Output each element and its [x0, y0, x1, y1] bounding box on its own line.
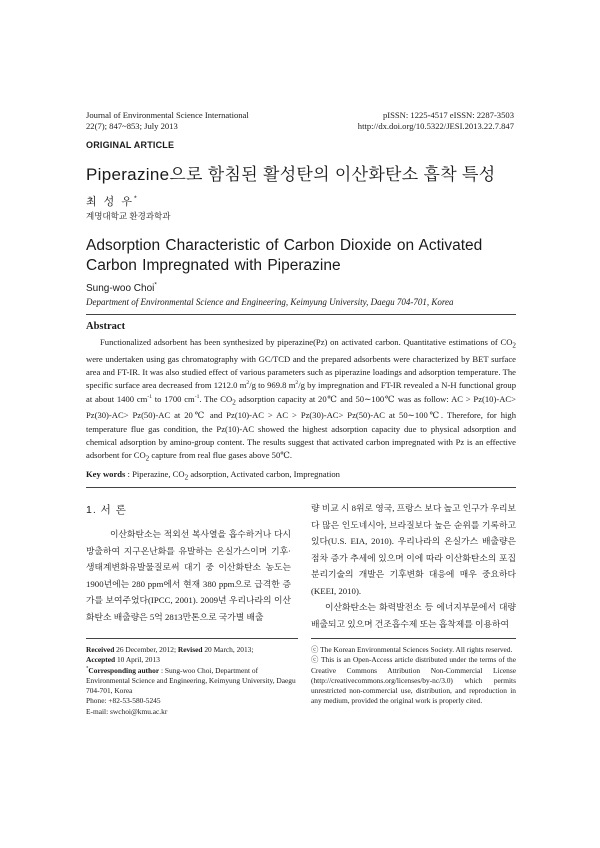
accepted-line — [86, 655, 301, 665]
copyright-notice: ⓒ The Korean Environmental Sciences Society. All rights reserved. — [311, 645, 513, 654]
license-notice: ⓒ This is an Open-Access article distributed under the terms of the Creative Commons Attribution Non-Commercial License (http://creativecommons.org/licenses/by-nc/3.0) which permits unrestricted non-commercial use, distribution, and reproduction in any medium, provided the original work is properly cited. — [311, 655, 516, 706]
abstract-text-1: Functionalized adsorbent has been synthesized by piperazine(Pz) on activated carbon. Quantitative estimations of CO — [100, 337, 513, 347]
journal-header-left — [86, 110, 249, 132]
abstract-sub: 2 — [145, 454, 150, 463]
affiliation-english: Department of Environmental Science and Engineering, Keimyung University, Daegu 704-701, Korea — [86, 297, 454, 307]
received-label: Received — [86, 645, 115, 654]
footnote-left — [86, 645, 301, 717]
abstract-text-7: adsorption capacity at 20℃ and 50∼100℃ was as follow: AC > Pz(10)-AC> Pz(30)-AC> Pz(50)-AC at 20℃ and Pz(10)-AC > AC > Pz(30)-AC> Pz(50)-AC at 50∼100℃. Therefore, for high temperature flue gas condition, the Pz(10)-AC showed the highest adsorption capacity due to physical adsorption and chemical adsorption by amino-group content. The results suggest that activated carbon impregnated with Pz is an effective adsorbent for CO — [86, 393, 516, 461]
author-korean — [86, 193, 139, 209]
keywords — [86, 469, 516, 482]
abstract-text-2: were undertaken using gas chromatography with GC/TCD and the prepared adsorbents were characterized by BET surface area and FT-IR. It was also studied effect of various parameters such as piperazine loadings and adsorption temperature. The specific surface area decreased from 1212.0 m — [86, 353, 516, 391]
abstract-text-5: to 1700 cm — [152, 393, 195, 404]
accepted-date: 10 April, 2013 — [115, 655, 160, 665]
section-heading-intro: 1. 서 론 — [86, 504, 127, 516]
footnote-divider-right — [311, 638, 516, 639]
footnote-right — [311, 645, 516, 707]
abstract-text-8: capture from real flue gases above 50℃. — [149, 450, 293, 461]
journal-volume: 22(7); 847~853; July 2013 — [86, 121, 178, 131]
footnote-divider-left — [86, 638, 298, 639]
abstract-sup: -1 — [147, 393, 152, 400]
abstract-heading: Abstract — [86, 321, 126, 332]
intro-paragraph-continued: 량 비교 시 8위로 영국, 프랑스 보다 높고 인구가 우리보다 많은 인도네시아, 브라질보다 높은 순위를 기록하고 있다(U.S. EIA, 2010). 우리나라의 온실가스 배출량은 점차 증가 추세에 있으며 이에 따라 이산화탄소의 포집분리기술의 개발은 기후변화 대응에 매우 중요하다(KEEI, 2010). — [311, 503, 516, 596]
corr-mark: * — [86, 666, 89, 672]
abstract-text-4: /g by impregnation and FT-IR revealed a N-H functional group at about 1400 cm — [86, 380, 516, 404]
abstract-sub: 2 — [232, 398, 236, 407]
issn: pISSN: 1225-4517 eISSN: 2287-3503 — [382, 110, 514, 120]
divider-keywords — [86, 487, 516, 488]
intro-column-right — [311, 500, 516, 632]
corr-label: Corresponding author — [88, 665, 160, 675]
keywords-text-1: Piperazine, CO — [132, 469, 185, 479]
abstract-text-3: /g to 969.8 m — [249, 380, 296, 391]
keywords-text-2: adsorption, Activated carbon, Impregnation — [188, 469, 340, 479]
affiliation-korean: 계명대학교 환경과학과 — [86, 211, 171, 221]
title-english: Adsorption Characteristic of Carbon Dioxide on Activated Carbon Impregnated with Piperazine — [86, 237, 483, 274]
revised-label: Revised — [177, 645, 203, 654]
author-english-mark: * — [154, 281, 157, 289]
journal-name: Journal of Environmental Science International — [86, 110, 249, 120]
keywords-label: Key words — [86, 469, 126, 479]
abstract-text-6: . The CO — [199, 393, 233, 404]
abstract-body — [86, 336, 516, 466]
abstract-sup: 2 — [295, 380, 299, 387]
corresponding-author — [86, 666, 301, 697]
abstract-sup: -1 — [194, 393, 200, 400]
author-english-name: Sung-woo Choi — [86, 283, 155, 294]
phone: Phone: +82-53-580-5245 — [86, 696, 161, 706]
intro-paragraph-2: 이산화탄소는 화력발전소 등 에너지부문에서 대량 배출되고 있으며 건조흡수제 또는 흡착제를 이용하여 — [311, 602, 516, 629]
accepted-label: Accepted — [86, 655, 116, 665]
divider-top — [86, 314, 516, 315]
keywords-separator: : — [125, 469, 133, 479]
abstract-sup: 2 — [246, 380, 250, 387]
author-korean-mark: * — [134, 194, 139, 203]
keywords-sub: 2 — [184, 473, 189, 482]
dates-line — [86, 645, 301, 655]
author-korean-name: 최 성 우 — [86, 196, 134, 208]
revised-date: 20 March, 2013; — [202, 645, 254, 654]
title-korean: Piperazine으로 함침된 활성탄의 이산화탄소 흡착 특성 — [86, 165, 496, 184]
doi-link[interactable]: http://dx.doi.org/10.5322/JESI.2013.22.7.847 — [357, 121, 514, 131]
intro-column-left: 이산화탄소는 적외선 복사열을 흡수하거나 다시 방출하여 지구온난화를 유발하는 온실가스이며 기후·생태계변화유발물질로써 대기 중 이산화탄소 농도는 1900년에는 280 ppm에서 현재 380 ppm으로 급격한 증가를 보여주었다(IPCC, 2001). 2009년 우리나라의 이산화탄소 배출량은 5억 2813만톤으로 국가별 배출 — [86, 529, 291, 622]
received-date: 26 December, 2012; — [114, 645, 178, 654]
abstract-sub: 2 — [512, 341, 516, 350]
email-link[interactable]: E-mail: swchoi@kmu.ac.kr — [86, 706, 168, 716]
article-type: ORIGINAL ARTICLE — [86, 140, 175, 150]
author-english — [86, 283, 157, 294]
corr-text: : Sung-woo Choi, Department of Environmental Science and Engineering, Keimyung University, Daegu 704-701, Korea — [86, 665, 296, 696]
journal-header-right — [254, 110, 514, 132]
